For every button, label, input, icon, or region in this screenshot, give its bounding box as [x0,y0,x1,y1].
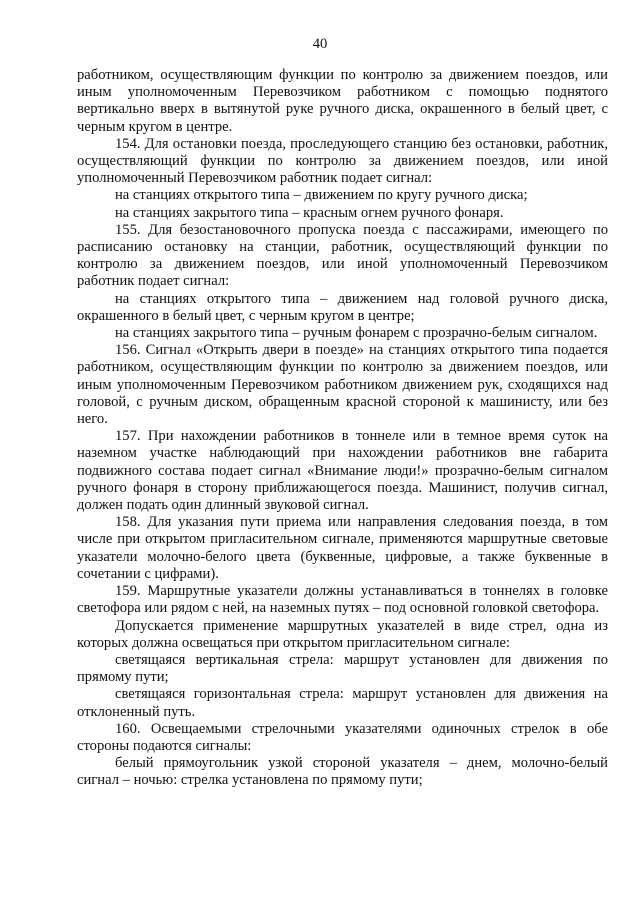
paragraph-156: 156. Сигнал «Открыть двери в поезде» на станциях открытого типа подается работником, осуществляющим функции по контролю за движением поездов, или иным уполномоченным Перевозчиком работником движением рук, сходящихся над головой, с ручным диском, обращенным красной стороной к машинисту, или без него. [77,342,608,428]
paragraph-154-open-stations: на станциях открытого типа – движением по кругу ручного диска; [115,187,528,204]
paragraph-159-arrows: Допускается применение маршрутных указателей в виде стрел, одна из которых должна освещаться при открытом пригласительном сигнале: [77,617,608,651]
paragraph-160-white-rectangle: белый прямоугольник узкой стороной указателя – днем, молочно-белый сигнал – ночью: стрелка установлена по прямому пути; [77,755,608,789]
paragraph-159-horizontal-arrow: светящаяся горизонтальная стрела: маршрут установлен для движения на отклоненный путь. [77,686,608,720]
paragraph-155-closed-stations: на станциях закрытого типа – ручным фонарем с прозрачно-белым сигналом. [115,325,598,342]
paragraph-157: 157. При нахождении работников в тоннеле или в темное время суток на наземном участке наблюдающий при нахождении работников вне габарита подвижного состава подает сигнал «Внимание люди!» прозрачно-белым сигналом ручного фонаря в сторону приближающегося поезда. Машинист, получив сигнал, должен подать один длинный звуковой сигнал. [77,428,608,514]
paragraph-154-closed-stations: на станциях закрытого типа – красным огнем ручного фонаря. [115,204,504,221]
page-number: 40 [312,36,328,52]
body-text [77,67,608,790]
paragraph-continuation: работником, осуществляющим функции по контролю за движением поездов, или иным уполномоченным Перевозчиком работником с помощью поднятого вертикально вверх в вытянутой руке ручного диска, окрашенного в белый цвет, с черным кругом в центре. [77,67,608,135]
paragraph-154: 154. Для остановки поезда, проследующего станцию без остановки, работник, осуществляющий функции по контролю за движением поездов, или иной уполномоченный Перевозчиком работник подает сигнал: [77,135,608,187]
paragraph-155-open-stations: на станциях открытого типа – движением над головой ручного диска, окрашенного в белый цвет, с черным кругом в центре; [77,290,608,324]
paragraph-158: 158. Для указания пути приема или направления следования поезда, в том числе при открытом пригласительном сигнале, применяются маршрутные световые указатели молочно-белого цвета (буквенные, цифровые, а также буквенные в сочетании с цифрами). [77,514,608,582]
paragraph-160: 160. Освещаемыми стрелочными указателями одиночных стрелок в обе стороны подаются сигналы: [77,720,608,754]
paragraph-159-vertical-arrow: светящаяся вертикальная стрела: маршрут установлен для движения по прямому пути; [77,651,608,686]
paragraph-155: 155. Для безостановочного пропуска поезда с пассажирами, имеющего по расписанию остановку на станции, работник, осуществляющий функции по контролю за движением поездов, или иной уполномоченный Перевозчиком работник подает сигнал: [77,221,608,290]
paragraph-159: 159. Маршрутные указатели должны устанавливаться в тоннелях в головке светофора или рядом с ней, на наземных путях – под основной головкой светофора. [77,583,608,617]
